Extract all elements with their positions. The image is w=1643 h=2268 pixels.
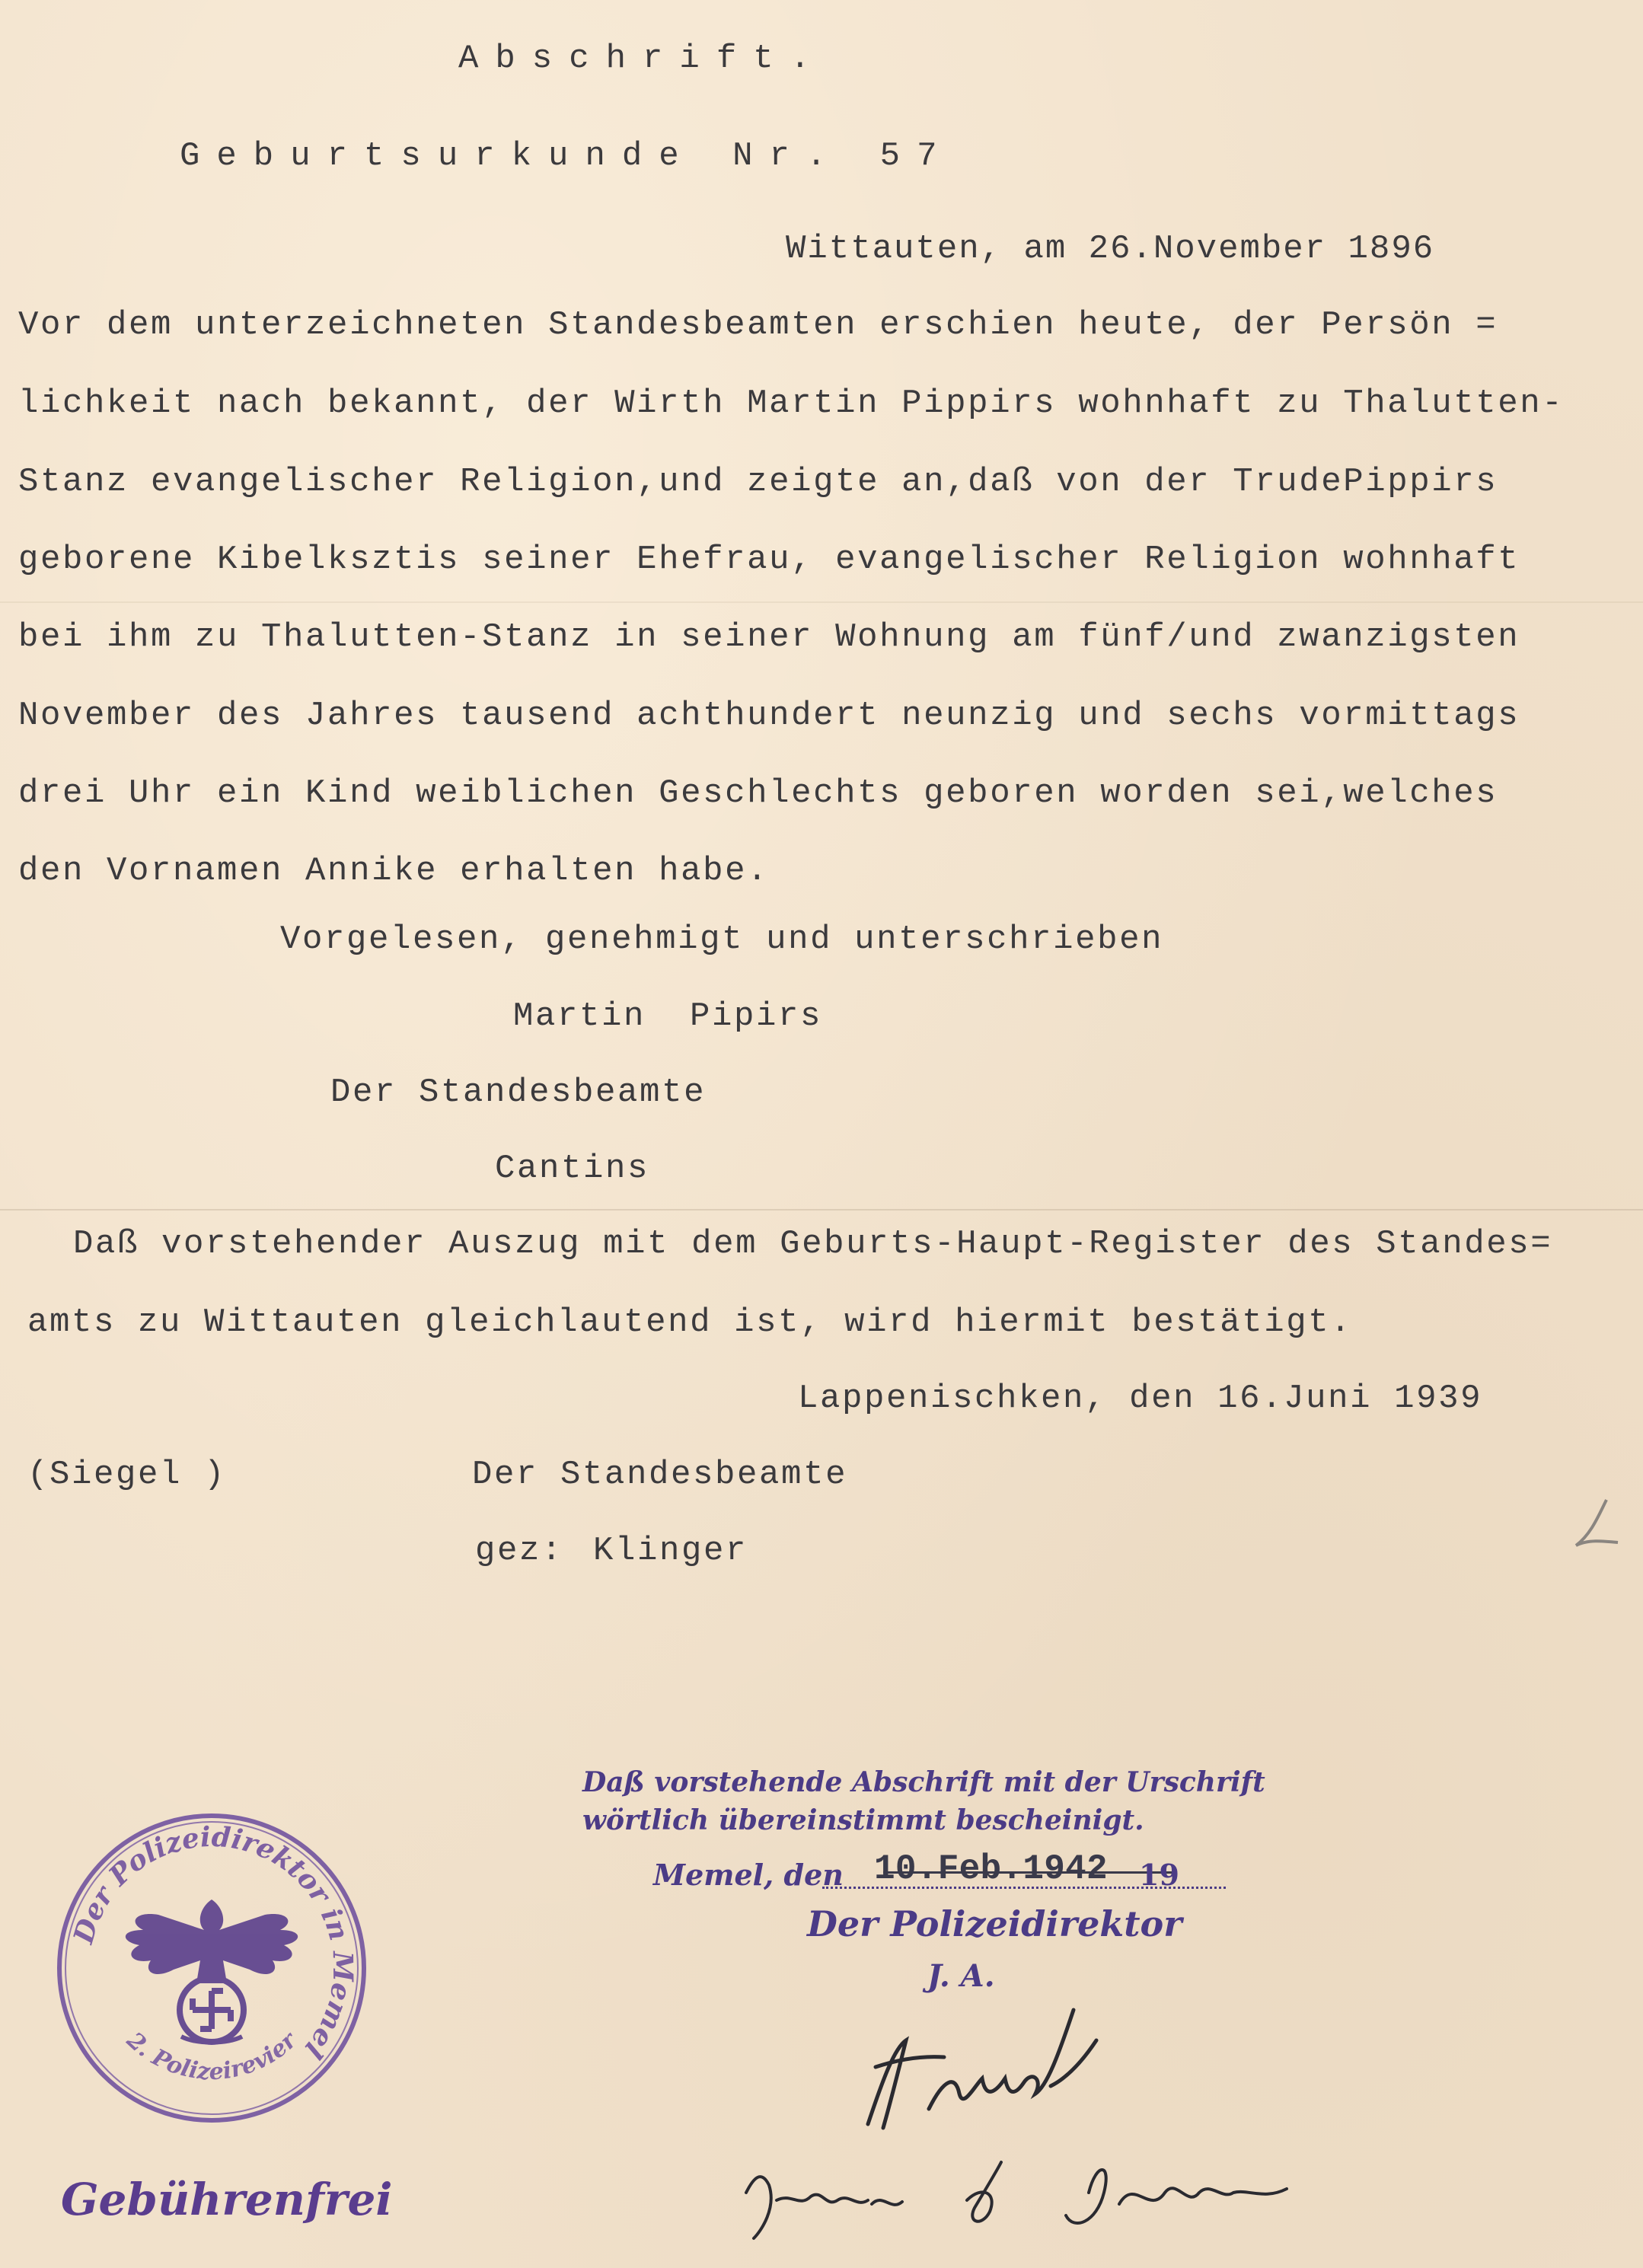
confirmation-registrar-title: Der Standesbeamte — [472, 1456, 848, 1494]
stamp-line: wörtlich übereinstimmt bescheinigt. — [582, 1804, 1144, 1836]
seal-ring-text: Der Polizeidirektor in Memel — [67, 1820, 359, 2065]
body-line: November des Jahres tausend achthundert neunzig und sechs vormittags — [18, 697, 1520, 735]
paper-fold — [0, 1209, 1643, 1211]
seal-bottom-text: 2. Polizeirevier — [121, 2027, 302, 2086]
body-line: bei ihm zu Thalutten-Stanz in seiner Wohnung am fünf/und zwanzigsten — [18, 618, 1520, 656]
date-strike — [883, 1871, 1172, 1874]
certificate-number: Geburtsurkunde Nr. 57 — [180, 137, 954, 175]
police-seal — [52, 1808, 372, 2128]
body-line: den Vornamen Annike erhalten habe. — [18, 852, 770, 890]
handwritten-signature-rank — [739, 2147, 1317, 2254]
confirmation-place-date: Lappenischken, den 16.Juni 1939 — [798, 1380, 1483, 1418]
stamp-year-suffix: 19 — [1139, 1858, 1179, 1892]
stamp-authority: Der Polizeidirektor — [807, 1903, 1182, 1944]
seal-note: (Siegel ) — [27, 1456, 227, 1494]
svg-text:2. Polizeirevier — [121, 2026, 303, 2085]
stamp-line: Daß vorstehende Abschrift mit der Urschrift — [582, 1766, 1265, 1798]
confirmation-line: amts zu Wittauten gleichlautend ist, wird hiermit bestätigt. — [27, 1303, 1353, 1341]
body-line: Vor dem unterzeichneten Standesbeamten erschien heute, der Persön = — [18, 306, 1498, 344]
stamp-date: 10.Feb.1942 — [874, 1849, 1108, 1889]
document-title: Abschrift. — [458, 40, 828, 78]
margin-pencil-mark — [1561, 1492, 1629, 1561]
paper-fold — [0, 601, 1643, 603]
stamp-place: Memel, den — [653, 1858, 844, 1892]
body-line: drei Uhr ein Kind weiblichen Geschlechts geboren worden sei,welches — [18, 774, 1498, 812]
body-line: lichkeit nach bekannt, der Wirth Martin Pippirs wohnhaft zu Thalutten- — [18, 384, 1565, 423]
read-approved-line: Vorgelesen, genehmigt und unterschrieben — [280, 920, 1164, 959]
place-date: Wittauten, am 26.November 1896 — [786, 230, 1435, 268]
confirmation-line: Daß vorstehender Auszug mit dem Geburts-Haupt-Register des Standes= — [73, 1225, 1553, 1263]
handwritten-signature — [853, 1995, 1127, 2147]
body-line: Stanz evangelischer Religion,und zeigte an,daß von der TrudePippirs — [18, 463, 1498, 501]
registrar-name: Cantins — [495, 1150, 650, 1188]
body-line: geborene Kibelksztis seiner Ehefrau, evangelischer Religion wohnhaft — [18, 541, 1520, 579]
informant-name: Martin Pipirs — [513, 997, 823, 1035]
eagle-emblem-icon — [126, 1900, 298, 2043]
fee-stamp: Gebührenfrei — [61, 2174, 393, 2225]
stamp-abbr: J. A. — [927, 1958, 995, 1994]
signed-by: gez: Klinger — [475, 1532, 748, 1570]
registrar-title: Der Standesbeamte — [330, 1073, 707, 1112]
